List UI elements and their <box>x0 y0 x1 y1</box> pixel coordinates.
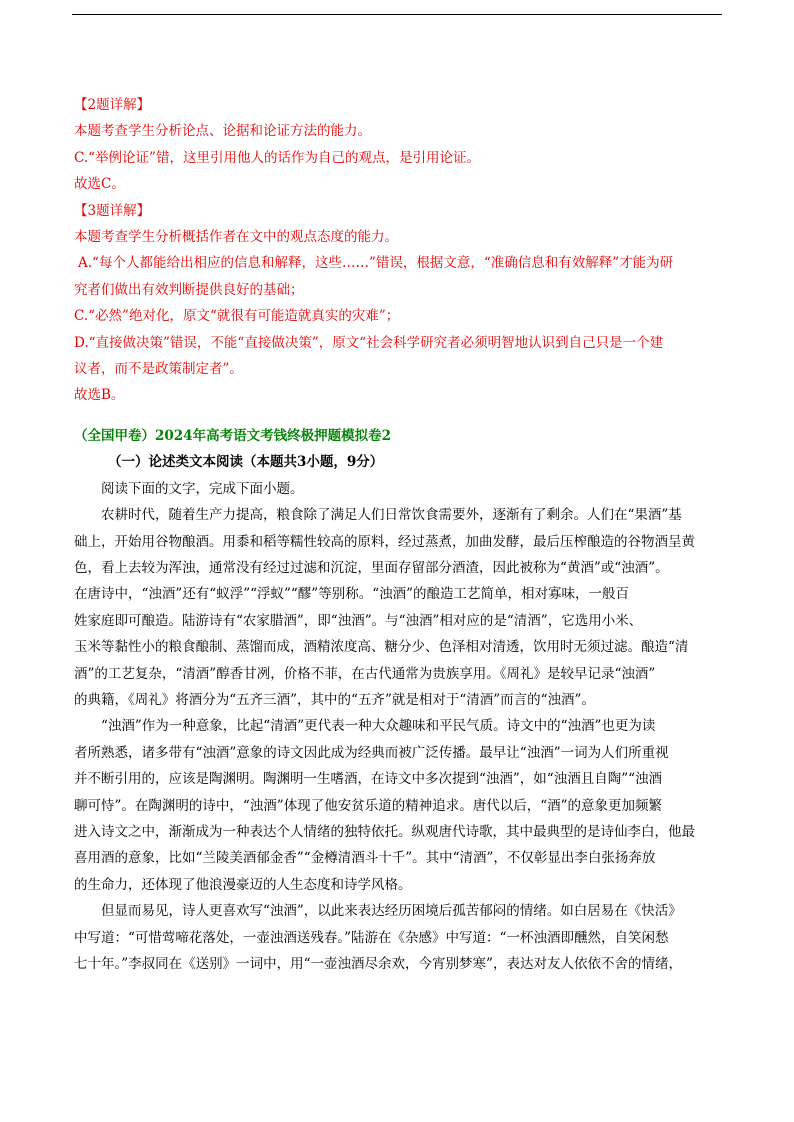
q3-heading: 【3题详解】 <box>74 202 151 219</box>
passage-line: 酒”的工艺复杂，“清酒”醇香甘冽，价格不菲，在古代通常为贵族享用。《周礼》是较早记录“浊酒” <box>74 665 656 682</box>
passage-line: 的生命力，还体现了他浪漫豪迈的人生态度和诗学风格。 <box>74 876 412 893</box>
q3-line-7: 故选B。 <box>74 387 125 404</box>
passage-line: 在唐诗中，“浊酒”还有“蚁浮”“浮蚁”“醪”等别称。“浊酒”的酿造工艺简单，相对寡味，一般百 <box>74 586 630 603</box>
exam-title: （全国甲卷）2024年高考语文考钱终极押题模拟卷2 <box>74 427 391 444</box>
q3-line-2: A.“每个人都能给出相应的信息和解释，这些……”错误，根据文意，“准确信息和有效解释”才能为研 <box>78 255 674 272</box>
q2-line-3: 故选C。 <box>74 176 125 193</box>
passage-line: 者所熟悉，诸多带有“浊酒”意象的诗文因此成为经典而被广泛传播。最早让“浊酒”一词为人们所重视 <box>74 744 669 761</box>
passage-line: “浊酒”作为一种意象，比起“清酒”更代表一种大众趣味和平民气质。诗文中的“浊酒”也更为读 <box>101 718 656 735</box>
passage-line: 础上，开始用谷物酿酒。用黍和稻等糯性较高的原料，经过蒸煮，加曲发酵，最后压榨酿造的谷物酒呈黄 <box>74 533 695 550</box>
page-content <box>74 92 722 977</box>
q3-line-4: C.“必然”绝对化，原文“就很有可能造就真实的灾难”； <box>74 308 400 325</box>
passage-line: 但显而易见，诗人更喜欢写“浊酒”，以此来表达经历困境后孤苦郁闷的情绪。如白居易在《快活》 <box>101 903 682 920</box>
passage-line: 的典籍，《周礼》将酒分为“五齐三酒”，其中的“五齐”就是相对于“清酒”而言的“浊酒”。 <box>74 691 595 708</box>
q2-line-2: C.“举例论证”错，这里引用他人的话作为自己的观点，是引用论证。 <box>74 149 480 166</box>
passage-line: 中写道：“可惜莺啼花落处，一壶浊酒送残春。”陆游在《杂感》中写道：“一杯浊酒即醺然，自笑闲愁 <box>74 929 669 946</box>
instruction: 阅读下面的文字，完成下面小题。 <box>101 480 304 497</box>
passage-line: 聊可恃”。在陶渊明的诗中，“浊酒”体现了他安贫乐道的精神追求。唐代以后，“酒”的意象更加频繁 <box>74 797 663 814</box>
q3-line-6: 议者，而不是政策制定者”。 <box>74 361 243 378</box>
passage-line: 并不断引用的，应该是陶渊明。陶渊明一生嗜酒，在诗文中多次提到“浊酒”，如“浊酒且自陶”“浊酒 <box>74 771 663 788</box>
section-heading: （一）论述类文本阅读（本题共3小题，9分） <box>108 454 384 471</box>
q2-heading: 【2题详解】 <box>74 97 151 113</box>
passage-line: 玉米等黏性小的粮食酿制、蒸馏而成，酒精浓度高、糖分少、色泽相对清透，饮用时无须过滤。酿造“清 <box>74 639 689 656</box>
q3-line-1: 本题考查学生分析概括作者在文中的观点态度的能力。 <box>74 229 398 246</box>
passage-line: 进入诗文之中，渐渐成为一种表达个人情绪的独特依托。纵观唐代诗歌，其中最典型的是诗仙李白，他最 <box>74 823 695 840</box>
passage-line: 色，看上去较为浑浊，通常没有经过过滤和沉淀，里面存留部分酒渣，因此被称为“黄酒”或“浊酒”。 <box>74 559 669 576</box>
q2-line-1: 本题考查学生分析论点、论据和论证方法的能力。 <box>74 123 371 140</box>
passage-line: 姓家庭即可酿造。陆游诗有“农家腊酒”，即“浊酒”。与“浊酒”相对应的是“清酒”，它选用小米、 <box>74 612 643 629</box>
q3-line-5: D.“直接做决策”错误，不能“直接做决策”，原文“社会科学研究者必须明智地认识到自己只是一个建 <box>74 334 664 351</box>
q3-line-3: 究者们做出有效判断提供良好的基础； <box>74 281 304 298</box>
passage-line: 七十年。”李叔同在《送别》一词中，用“一壶浊酒尽余欢，今宵别梦寒”，表达对友人依依不舍的情绪， <box>74 956 682 972</box>
passage-line: 喜用酒的意象，比如“兰陵美酒郁金香”“金樽清酒斗十千”。其中“清酒”，不仅彰显出李白张扬奔放 <box>74 850 656 867</box>
passage-line: 农耕时代，随着生产力提高，粮食除了满足人们日常饮食需要外，逐渐有了剩余。人们在“果酒”基 <box>101 507 682 524</box>
header-rule <box>72 14 722 15</box>
